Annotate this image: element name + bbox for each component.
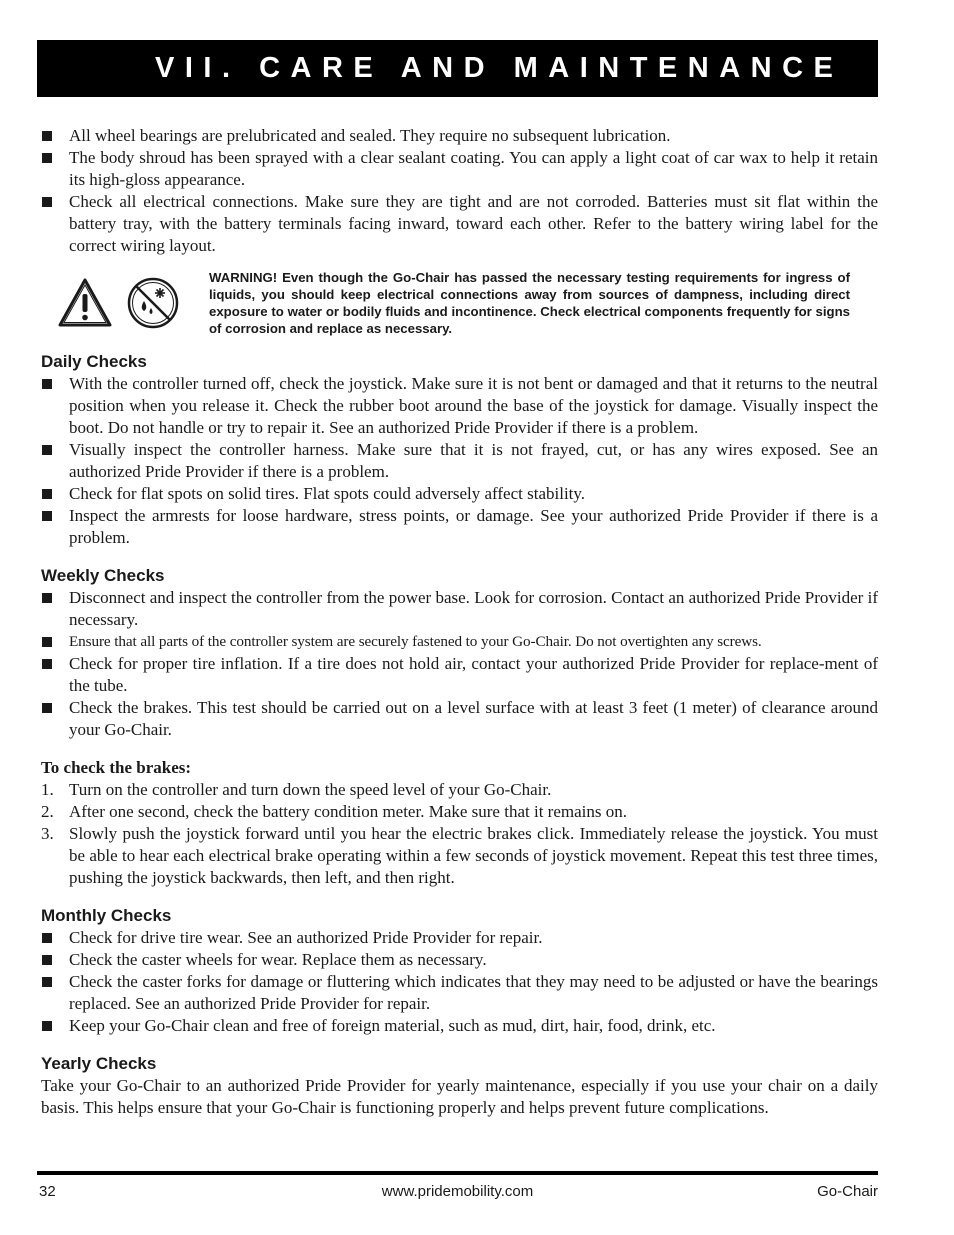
list-item [41, 823, 878, 889]
monthly-checks-heading: Monthly Checks [41, 906, 172, 925]
step-text: Slowly push the joystick forward until you hear the electric brakes click. Immediately release the joystick. You must be able to hear each electrical brake operating within a few seconds of joystick movement. Repeat this test three times, pushing the joystick backwards, then left, and then right. [69, 824, 878, 887]
list-item: Check for flat spots on solid tires. Flat spots could adversely affect stability. [41, 483, 878, 505]
product-name: Go-Chair [817, 1183, 878, 1200]
list-item: The body shroud has been sprayed with a clear sealant coating. You can apply a light coat of car wax to help it retain its high-gloss appearance. [41, 147, 878, 191]
list-item: Check the caster forks for damage or fluttering which indicates that they may need to be adjusted or have the bearings replaced. See an authorized Pride Provider for repair. [41, 971, 878, 1015]
monthly-checks-list [41, 927, 878, 1037]
section-title: VII. CARE AND MAINTENANCE [155, 52, 844, 84]
page-content [41, 125, 878, 1119]
daily-checks-list [41, 373, 878, 549]
list-item: Keep your Go-Chair clean and free of foreign material, such as mud, dirt, hair, food, drink, etc. [41, 1015, 878, 1037]
list-item [41, 779, 878, 801]
list-item: Ensure that all parts of the controller system are securely fastened to your Go-Chair. Do not overtighten any screws. [41, 631, 878, 653]
yearly-checks-text: Take your Go-Chair to an authorized Pride Provider for yearly maintenance, especially if you use your chair on a daily basis. This helps ensure that your Go-Chair is functioning properly and helps prevent future complications. [41, 1076, 878, 1117]
footer-divider [37, 1171, 878, 1175]
section-title-banner [37, 40, 878, 97]
list-item: Check for drive tire wear. See an authorized Pride Provider for repair. [41, 927, 878, 949]
footer-url: www.pridemobility.com [381, 1183, 534, 1200]
step-text: After one second, check the battery condition meter. Make sure that it remains on. [69, 802, 627, 821]
list-item: Check the caster wheels for wear. Replace them as necessary. [41, 949, 878, 971]
list-item: Inspect the armrests for loose hardware, stress points, or damage. See your authorized Pride Provider if there is a problem. [41, 505, 878, 549]
list-item [41, 801, 878, 823]
list-item: Disconnect and inspect the controller from the power base. Look for corrosion. Contact an authorized Pride Provider if necessary. [41, 587, 878, 631]
list-item: Check for proper tire inflation. If a tire does not hold air, contact your authorized Pride Provider for replace-ment of the tube. [41, 653, 878, 697]
step-text: Turn on the controller and turn down the speed level of your Go-Chair. [69, 780, 552, 799]
yearly-checks-heading: Yearly Checks [41, 1054, 157, 1073]
step-number: 2. [41, 802, 54, 821]
warning-box [41, 269, 878, 337]
brakes-steps [41, 779, 878, 889]
daily-checks-heading: Daily Checks [41, 352, 147, 371]
list-item: Check all electrical connections. Make sure they are tight and are not corroded. Batteries must sit flat within the battery tray, with the battery terminals facing inward, toward each other. Refer to the battery wiring label for the correct wiring layout. [41, 191, 878, 257]
weekly-checks-list [41, 587, 878, 741]
brakes-heading: To check the brakes: [41, 758, 192, 777]
intro-list [41, 125, 878, 257]
weekly-checks-heading: Weekly Checks [41, 566, 165, 585]
warning-icons [41, 277, 209, 329]
list-item: All wheel bearings are prelubricated and sealed. They require no subsequent lubrication. [41, 125, 878, 147]
step-number: 3. [41, 824, 54, 843]
warning-triangle-icon [57, 277, 113, 329]
list-item: Visually inspect the controller harness. Make sure that it is not frayed, cut, or has any wires exposed. See an authorized Pride Provider if there is a problem. [41, 439, 878, 483]
list-item: Check the brakes. This test should be carried out on a level surface with at least 3 feet (1 meter) of clearance around your Go-Chair. [41, 697, 878, 741]
page-number: 32 [39, 1183, 56, 1200]
no-moisture-icon [127, 277, 179, 329]
step-number: 1. [41, 780, 54, 799]
list-item: With the controller turned off, check the joystick. Make sure it is not bent or damaged and that it returns to the neutral position when you release it. Check the rubber boot around the base of the joystick for damage. Visually inspect the boot. Do not handle or try to repair it. See an authorized Pride Provider if there is a problem. [41, 373, 878, 439]
warning-text: WARNING! Even though the Go-Chair has passed the necessary testing requirements for ingress of liquids, you should keep electrical connections away from sources of dampness, including direct exposure to water or bodily fluids and incontinence. Check electrical components frequently for signs of corrosion and replace as necessary. [209, 270, 850, 336]
